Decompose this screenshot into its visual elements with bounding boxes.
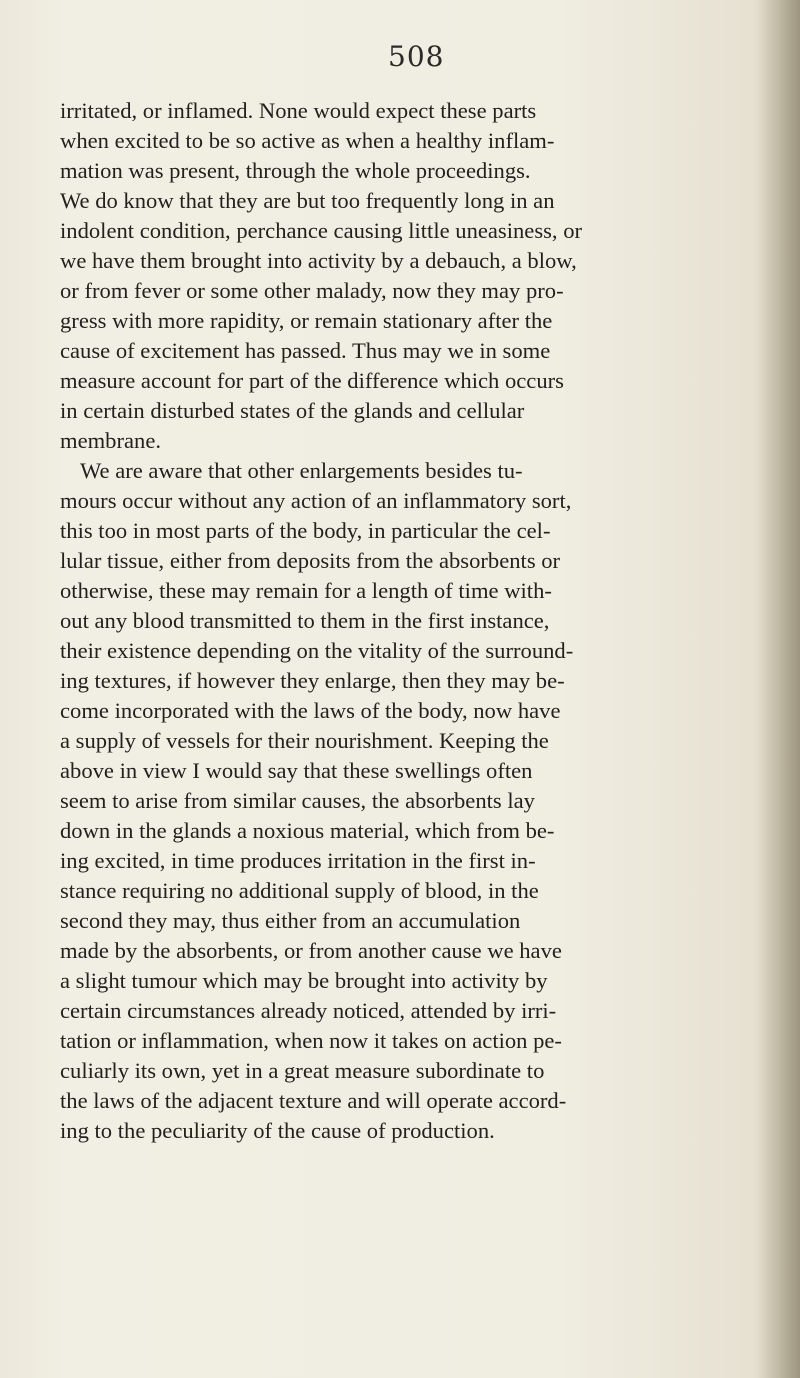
text-line: indolent condition, perchance causing little uneasiness, or <box>60 218 583 243</box>
text-line: come incorporated with the laws of the body, now have <box>60 698 561 723</box>
text-line: ing to the peculiarity of the cause of production. <box>60 1118 495 1143</box>
text-line: ing textures, if however they enlarge, then they may be- <box>60 668 565 693</box>
text-line: mours occur without any action of an inflammatory sort, <box>60 488 572 513</box>
text-line: We do know that they are but too frequently long in an <box>60 188 555 213</box>
text-line: above in view I would say that these swellings often <box>60 758 533 783</box>
text-line: certain circumstances already noticed, attended by irri- <box>60 998 557 1023</box>
text-line: a supply of vessels for their nourishment. Keeping the <box>60 728 549 753</box>
text-line: in certain disturbed states of the glands and cellular <box>60 398 525 423</box>
text-line: stance requiring no additional supply of blood, in the <box>60 878 539 903</box>
text-line: seem to arise from similar causes, the absorbents lay <box>60 788 535 813</box>
text-line: down in the glands a noxious material, which from be- <box>60 818 555 843</box>
text-line: the laws of the adjacent texture and will operate accord- <box>60 1088 567 1113</box>
text-line: we have them brought into activity by a debauch, a blow, <box>60 248 577 273</box>
text-line: culiarly its own, yet in a great measure subordinate to <box>60 1058 545 1083</box>
text-line: irritated, or inflamed. None would expect these parts <box>60 98 537 123</box>
body-text <box>60 96 776 1146</box>
text-line: ing excited, in time produces irritation in the first in- <box>60 848 536 873</box>
text-line: gress with more rapidity, or remain stationary after the <box>60 308 553 333</box>
text-line: second they may, thus either from an accumulation <box>60 908 521 933</box>
text-line: their existence depending on the vitality of the surround- <box>60 638 574 663</box>
text-line: otherwise, these may remain for a length of time with- <box>60 578 552 603</box>
text-line: this too in most parts of the body, in particular the cel- <box>60 518 551 543</box>
text-line: mation was present, through the whole proceedings. <box>60 158 531 183</box>
paragraph-start-line: We are aware that other enlargements besides tu- <box>80 458 523 483</box>
text-line: a slight tumour which may be brought into activity by <box>60 968 548 993</box>
text-line: made by the absorbents, or from another cause we have <box>60 938 562 963</box>
text-line: or from fever or some other malady, now they may pro- <box>60 278 564 303</box>
text-line: measure account for part of the difference which occurs <box>60 368 564 393</box>
text-line: tation or inflammation, when now it takes on action pe- <box>60 1028 562 1053</box>
page-number: 508 <box>388 40 445 73</box>
text-line: when excited to be so active as when a healthy inflam- <box>60 128 555 153</box>
text-line: out any blood transmitted to them in the first instance, <box>60 608 550 633</box>
text-line: cause of excitement has passed. Thus may we in some <box>60 338 551 363</box>
text-line: membrane. <box>60 428 161 453</box>
text-line: lular tissue, either from deposits from the absorbents or <box>60 548 561 573</box>
